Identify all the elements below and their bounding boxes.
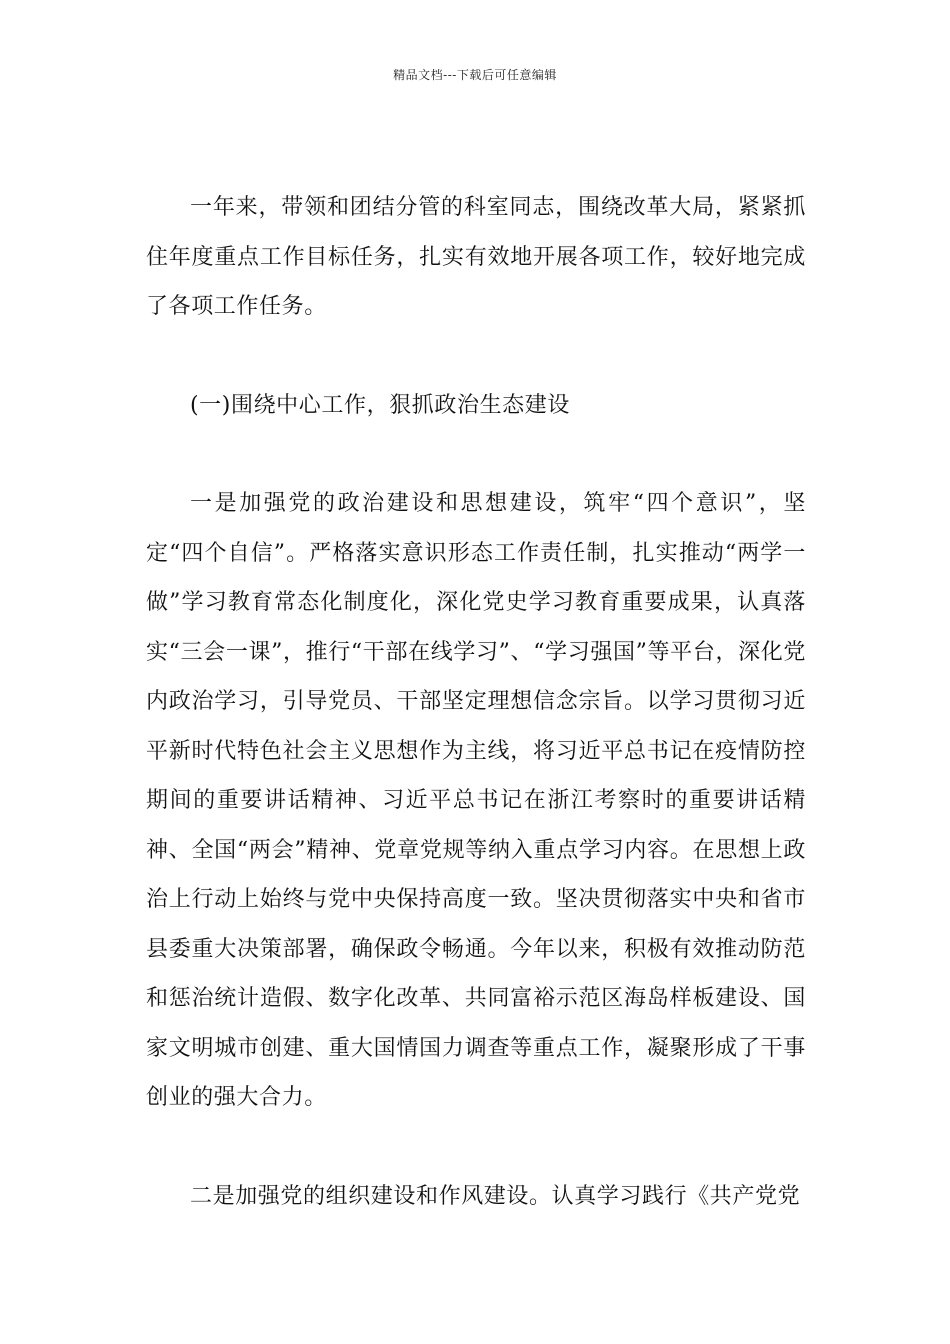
page-header: 精品文档---下载后可任意编辑 (393, 68, 557, 82)
paragraph-organization-building: 二是加强党的组织建设和作风建设。认真学习践行《共产党党 (190, 1183, 801, 1209)
paragraph-political-building: 一是加强党的政治建设和思想建设，筑牢“四个意识”，坚定“四个自信”。严格落实意识形态工作责任制，扎实推动“两学一做”学习教育常态化制度化，深化党史学习教育重要成果，认真落实“三会一课”，推行“干部在线学习”、“学习强国”等平台，深化党内政治学习，引导党员、干部坚定理想信念宗旨。以学习贯彻习近平新时代特色社会主义思想作为主线，将习近平总书记在疫情防控期间的重要讲话精神、习近平总书记在浙江考察时的重要讲话精神、全国“两会”精神、党章党规等纳入重点学习内容。在思想上政治上行动上始终与党中央保持高度一致。坚决贯彻落实中央和省市县委重大决策部署，确保政令畅通。今年以来，积极有效推动防范和惩治统计造假、数字化改革、共同富裕示范区海岛样板建设、国家文明城市创建、重大国情国力调查等重点工作，凝聚形成了干事创业的强大合力。 (146, 491, 806, 1110)
document-body (146, 183, 806, 1221)
section-heading: (一)围绕中心工作，狠抓政治生态建设 (190, 392, 570, 418)
paragraph-summary: 一年来，带领和团结分管的科室同志，围绕改革大局，紧紧抓住年度重点工作目标任务，扎实有效地开展各项工作，较好地完成了各项工作任务。 (146, 195, 806, 319)
